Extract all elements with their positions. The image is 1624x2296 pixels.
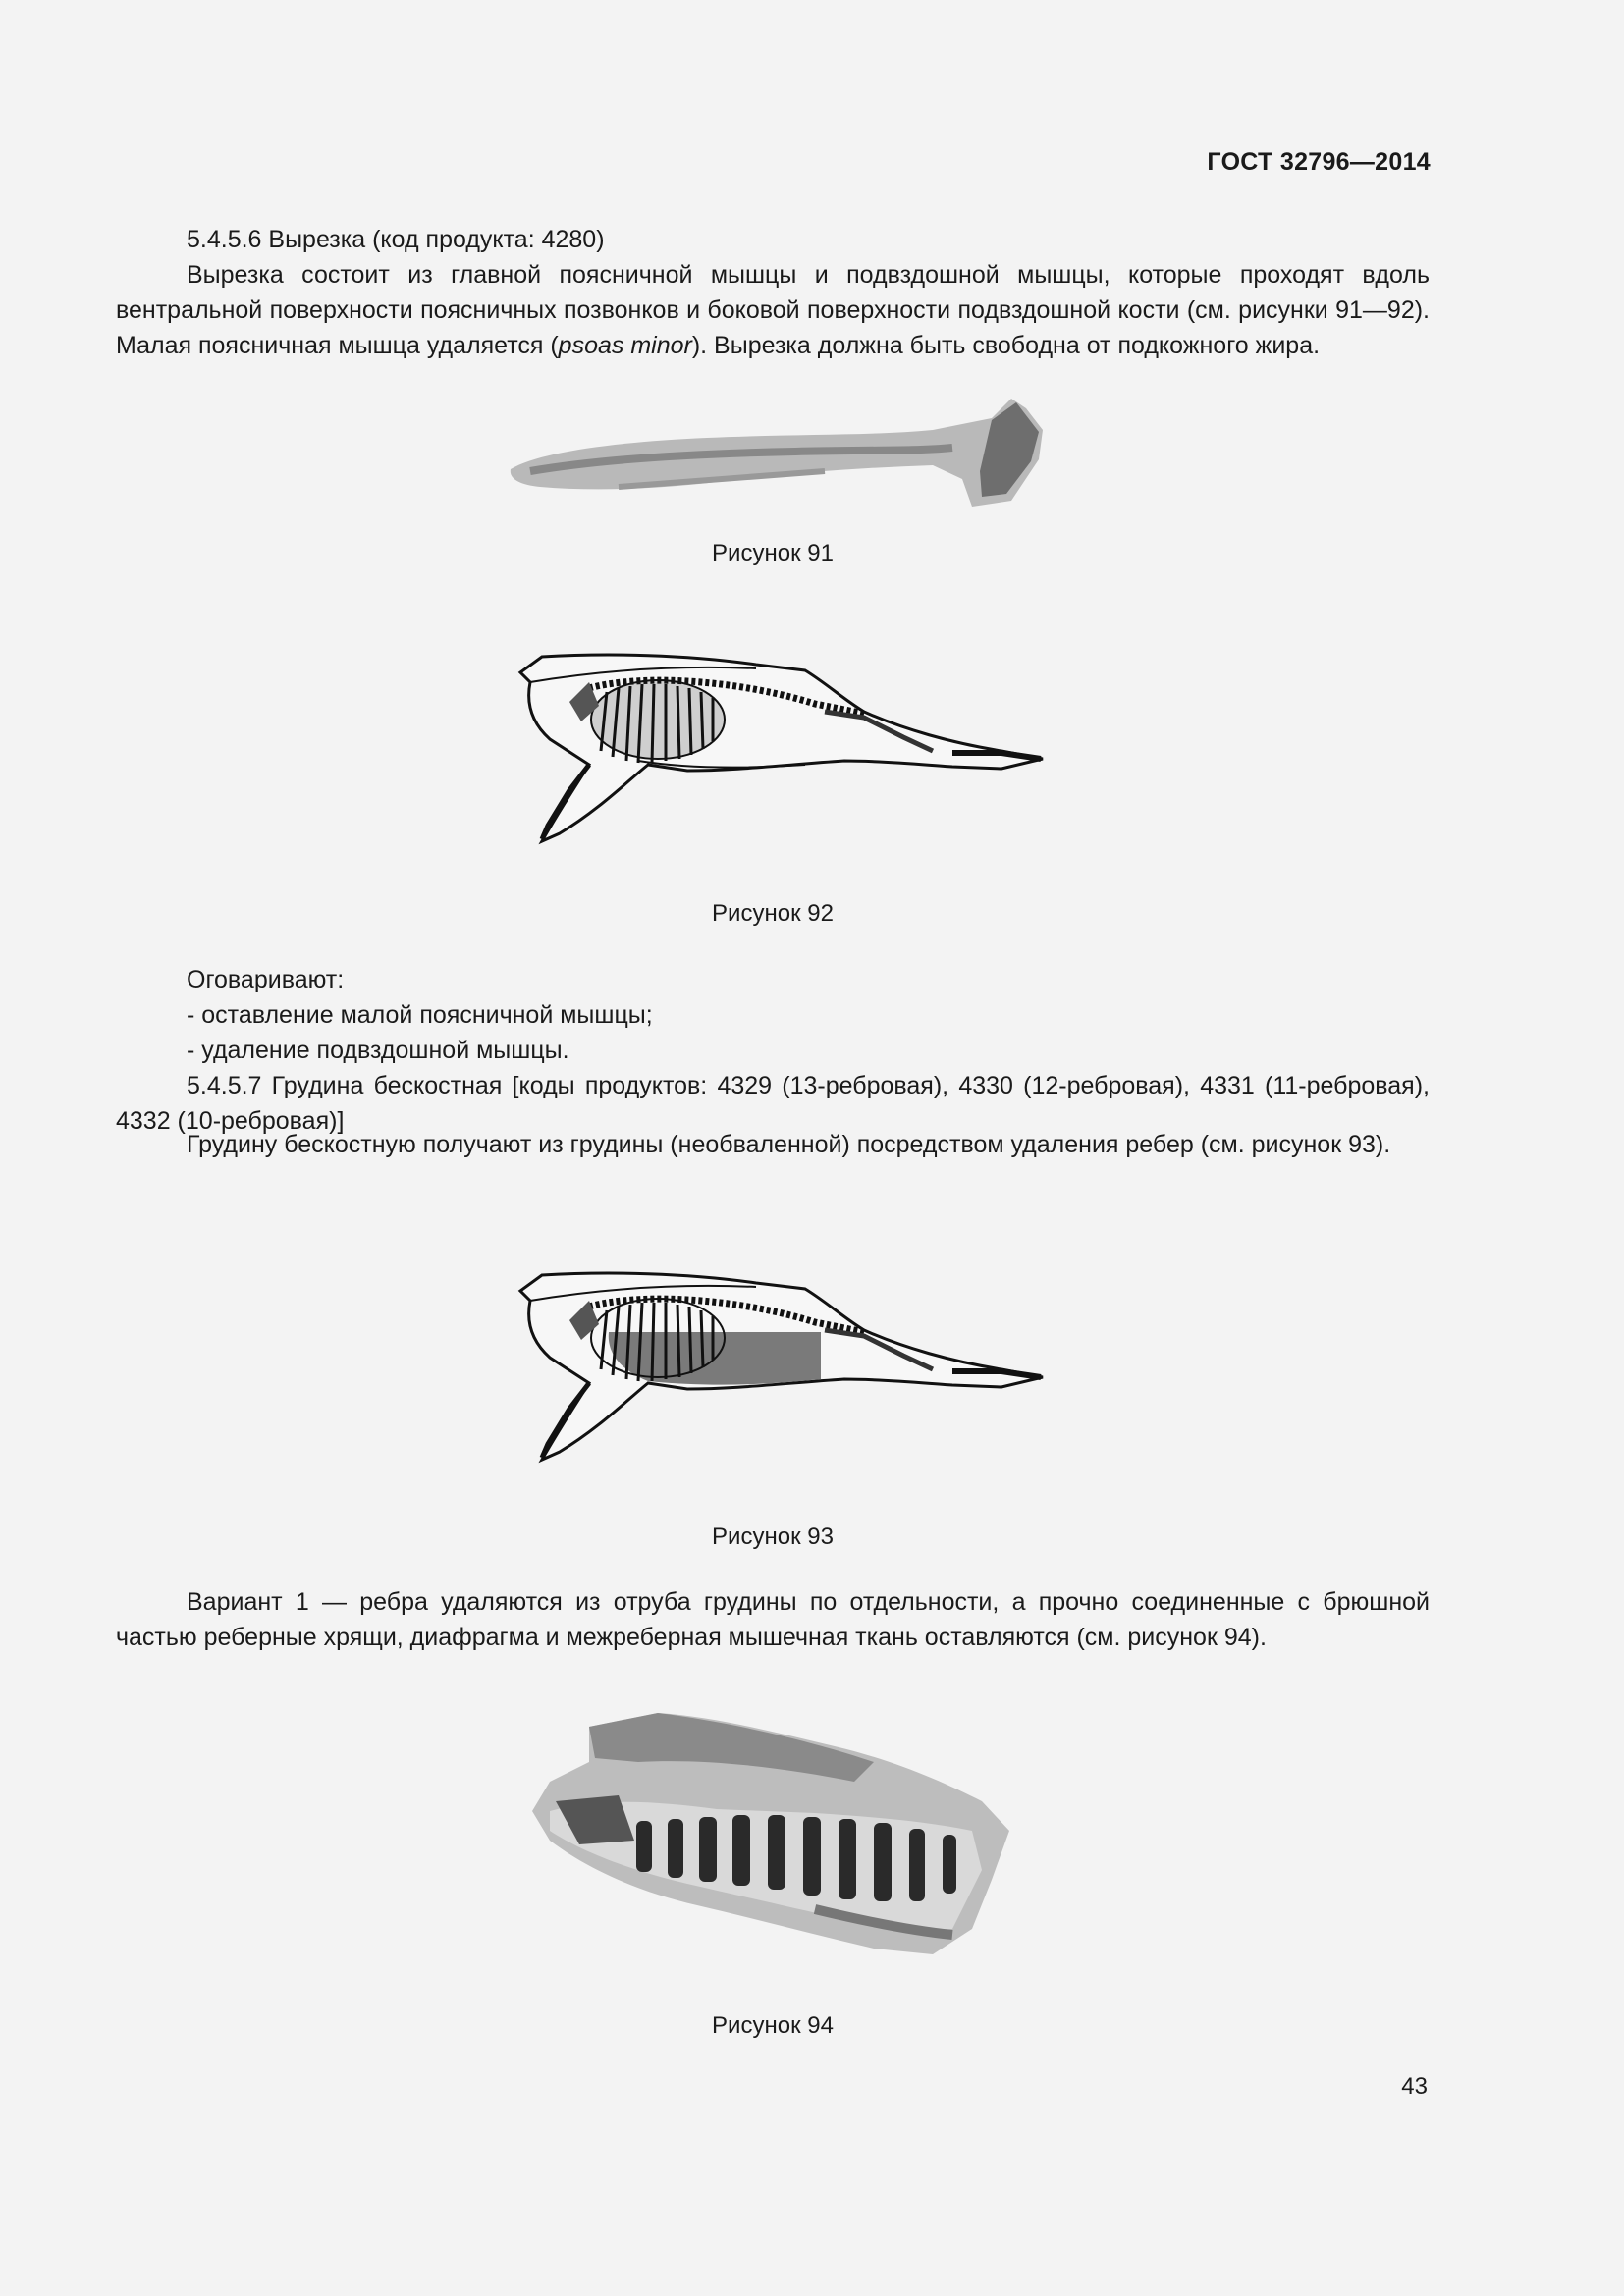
- section-5456-text-a: Вырезка состоит из главной поясничной мышцы и подвздошной мышцы, которые проходят вдоль вентральной поверхности поясничных позвонков и боковой поверхности подвздошной кости (см. рисунки 91—92). Малая поясничная мышца удаляется (: [116, 261, 1430, 359]
- tenderloin-image: [501, 391, 1051, 518]
- agreed-item-1: - оставление малой поясничной мышцы;: [187, 1001, 653, 1029]
- agreed-item-2: - удаление подвздошной мышцы.: [187, 1037, 569, 1064]
- figure-93-caption: Рисунок 93: [712, 1523, 834, 1550]
- figure-94-caption: Рисунок 94: [712, 2012, 834, 2039]
- section-5456-paragraph: [116, 257, 1430, 363]
- figure-92-caption: Рисунок 92: [712, 900, 834, 927]
- page-number: 43: [1401, 2073, 1428, 2100]
- standard-header: ГОСТ 32796—2014: [1207, 148, 1431, 176]
- section-5456-heading: 5.4.5.6 Вырезка (код продукта: 4280): [187, 226, 605, 253]
- section-5457-paragraph: Грудину бескостную получают из грудины (необваленной) посредством удаления ребер (см. рисунок 93).: [187, 1131, 1391, 1158]
- agreed-intro: Оговаривают:: [187, 966, 345, 993]
- figure-91-caption: Рисунок 91: [712, 540, 834, 566]
- boneless-brisket-image: [520, 1703, 1021, 1968]
- section-5457-heading: 5.4.5.7 Грудина бескостная [коды продуктов: 4329 (13-ребровая), 4330 (12-ребровая), 4331 (11-ребровая), 4332 (10-ребровая)]: [116, 1072, 1430, 1135]
- section-5456-text-b: ). Вырезка должна быть свободна от подкожного жира.: [691, 332, 1321, 359]
- carcass-brisket-highlight-image: [491, 1261, 1060, 1468]
- carcass-skeleton-image: [491, 643, 1060, 849]
- psoas-minor-term: psoas minor: [558, 332, 692, 359]
- variant-1-paragraph: Вариант 1 — ребра удаляются из отруба грудины по отдельности, а прочно соединенные с брюшной частью реберные хрящи, диафрагма и межреберная мышечная ткань оставляются (см. рисунок 94).: [116, 1588, 1430, 1651]
